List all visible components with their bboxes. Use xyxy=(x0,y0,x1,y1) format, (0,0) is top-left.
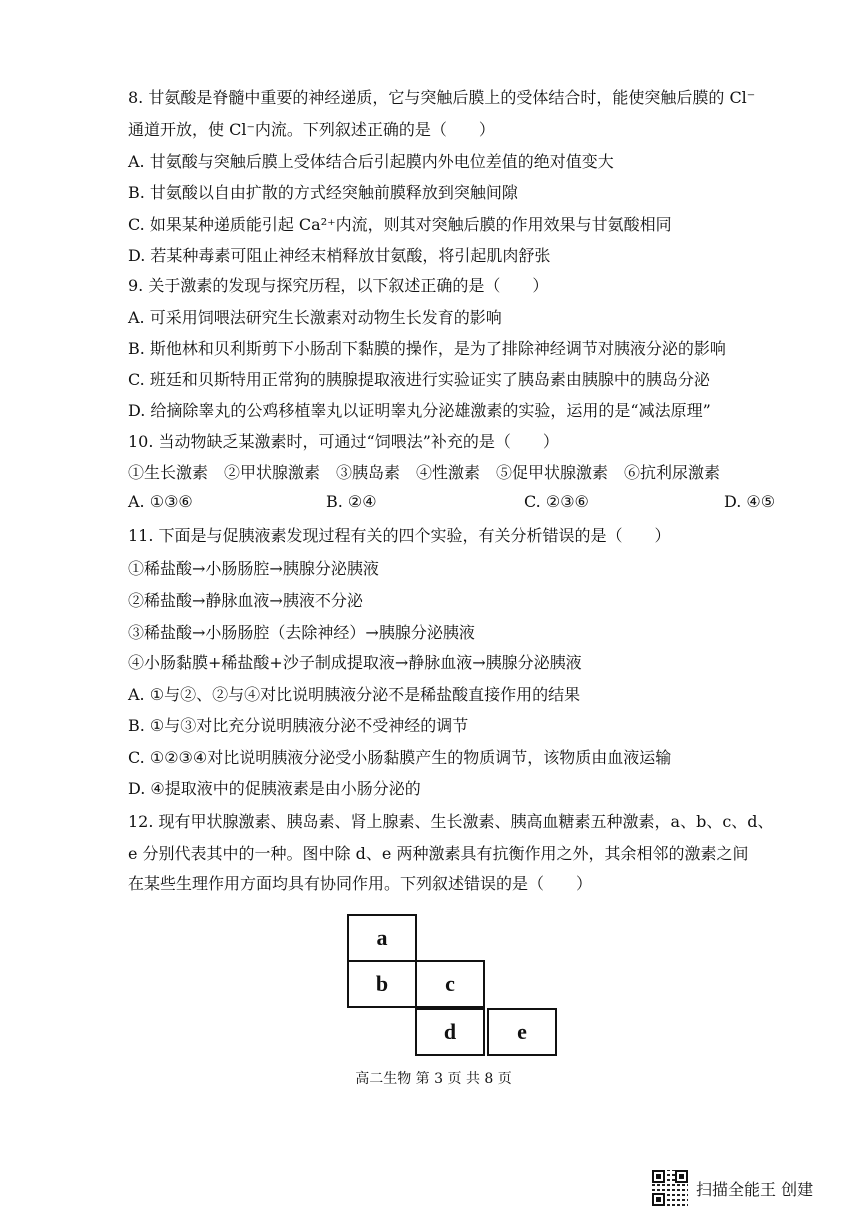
q8-option-d: D. 若某种毒素可阻止神经末梢释放甘氨酸，将引起肌肉舒张 xyxy=(128,246,551,265)
q11-option-a: A. ①与②、②与④对比说明胰液分泌不是稀盐酸直接作用的结果 xyxy=(128,685,581,704)
grid-cell-e: e xyxy=(487,1008,557,1056)
grid-cell-b: b xyxy=(347,960,417,1008)
q8-option-b: B. 甘氨酸以自由扩散的方式经突触前膜释放到突触间隙 xyxy=(128,183,518,202)
q11-experiment-2: ②稀盐酸→静脉血液→胰液不分泌 xyxy=(128,591,363,610)
q10-option-d: D. ④⑤ xyxy=(724,492,776,511)
q11-stem: 11. 下面是与促胰液素发现过程有关的四个实验，有关分析错误的是（ ） xyxy=(128,526,671,545)
q11-experiment-3: ③稀盐酸→小肠肠腔（去除神经）→胰腺分泌胰液 xyxy=(128,623,475,642)
q12-stem-line2: e 分别代表其中的一种。图中除 d、e 两种激素具有抗衡作用之外，其余相邻的激素之间 xyxy=(128,844,749,863)
q8-stem-line1: 8. 甘氨酸是脊髓中重要的神经递质，它与突触后膜上的受体结合时，能使突触后膜的 Cl⁻ xyxy=(128,88,756,107)
q10-items: ①生长激素 ②甲状腺激素 ③胰岛素 ④性激素 ⑤促甲状腺激素 ⑥抗利尿激素 xyxy=(128,463,721,482)
q8-option-c: C. 如果某种递质能引起 Ca²⁺内流，则其对突触后膜的作用效果与甘氨酸相同 xyxy=(128,215,672,234)
q10-option-b: B. ②④ xyxy=(326,492,377,511)
q11-option-c: C. ①②③④对比说明胰液分泌受小肠黏膜产生的物质调节，该物质由血液运输 xyxy=(128,748,672,767)
q9-option-a: A. 可采用饲喂法研究生长激素对动物生长发育的影响 xyxy=(128,308,502,327)
q12-stem-line3: 在某些生理作用方面均具有协同作用。下列叙述错误的是（ ） xyxy=(128,874,593,893)
q9-stem: 9. 关于激素的发现与探究历程，以下叙述正确的是（ ） xyxy=(128,276,549,295)
grid-cell-a: a xyxy=(347,914,417,962)
grid-cell-c: c xyxy=(415,960,485,1008)
qr-code-icon xyxy=(652,1170,688,1206)
q11-experiment-4: ④小肠黏膜+稀盐酸+沙子制成提取液→静脉血液→胰腺分泌胰液 xyxy=(128,653,582,672)
q11-option-b: B. ①与③对比充分说明胰液分泌不受神经的调节 xyxy=(128,716,469,735)
q12-stem-line1: 12. 现有甲状腺激素、胰岛素、肾上腺素、生长激素、胰高血糖素五种激素，a、b、c、d、 xyxy=(128,812,774,831)
q11-option-d: D. ④提取液中的促胰液素是由小肠分泌的 xyxy=(128,779,421,798)
q11-experiment-1: ①稀盐酸→小肠肠腔→胰腺分泌胰液 xyxy=(128,559,379,578)
q9-option-c: C. 班廷和贝斯特用正常狗的胰腺提取液进行实验证实了胰岛素由胰腺中的胰岛分泌 xyxy=(128,370,710,389)
q10-option-a: A. ①③⑥ xyxy=(128,492,193,511)
q8-stem-line2: 通道开放，使 Cl⁻内流。下列叙述正确的是（ ） xyxy=(128,120,495,139)
q8-option-a: A. 甘氨酸与突触后膜上受体结合后引起膜内外电位差值的绝对值变大 xyxy=(128,152,614,171)
grid-cell-d: d xyxy=(415,1008,485,1056)
q9-option-d: D. 给摘除睾丸的公鸡移植睾丸以证明睾丸分泌雄激素的实验，运用的是“减法原理” xyxy=(128,401,711,420)
scanner-label: 扫描全能王 创建 xyxy=(696,1179,814,1199)
q9-option-b: B. 斯他林和贝利斯剪下小肠刮下黏膜的操作，是为了排除神经调节对胰液分泌的影响 xyxy=(128,339,726,358)
scanner-watermark xyxy=(652,1170,813,1206)
page-footer: 高二生物 第 3 页 共 8 页 xyxy=(355,1071,512,1087)
q10-option-c: C. ②③⑥ xyxy=(524,492,589,511)
q10-stem: 10. 当动物缺乏某激素时，可通过“饲喂法”补充的是（ ） xyxy=(128,432,559,451)
